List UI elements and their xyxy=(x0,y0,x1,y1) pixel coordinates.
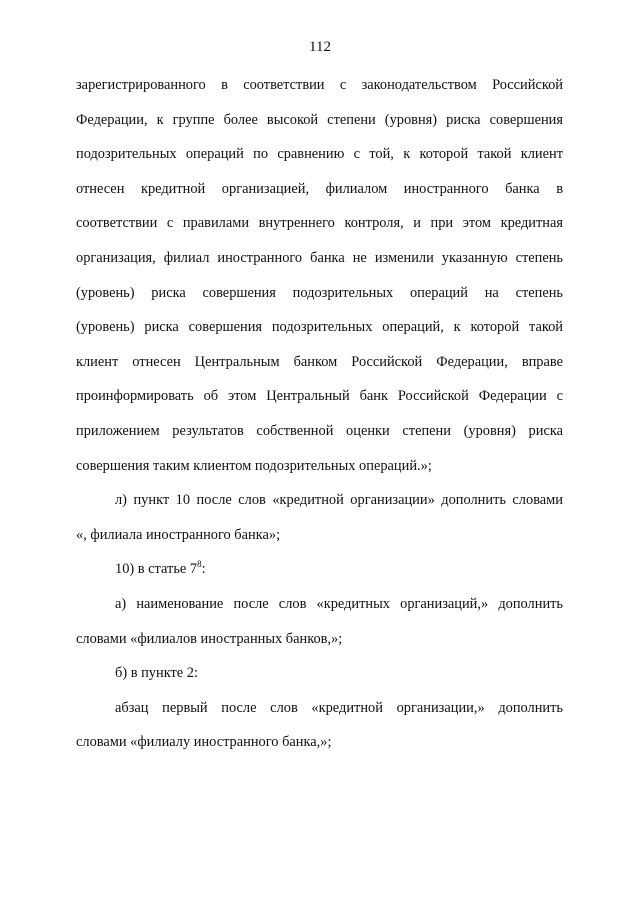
text-line: отнесен кредитной организацией, филиалом иностранного банка в xyxy=(76,180,563,197)
text-line: (уровень) риска совершения подозрительных операций на степень xyxy=(76,284,563,301)
text-line: словами «филиалов иностранных банков,»; xyxy=(76,630,343,647)
text-line: проинформировать об этом Центральный банк Российской Федерации с xyxy=(76,388,563,405)
paragraph-continuation xyxy=(76,68,563,483)
text-line: подозрительных операций по сравнению с той, к которой такой клиент xyxy=(76,146,563,163)
text-line xyxy=(76,552,563,587)
document-body xyxy=(76,68,563,760)
text-line: (уровень) риска совершения подозрительных операций, к которой такой xyxy=(76,319,563,336)
paragraph-item-l xyxy=(76,483,563,552)
text-line: Федерации, к группе более высокой степени (уровня) риска совершения xyxy=(76,111,563,128)
page-number: 112 xyxy=(309,39,331,55)
text-line: словами «филиалу иностранного банка,»; xyxy=(76,734,332,751)
text-line: совершения таким клиентом подозрительных операций.»; xyxy=(76,457,432,474)
paragraph-item-10 xyxy=(76,552,563,587)
text-line: организация, филиал иностранного банка не изменили указанную степень xyxy=(76,249,563,266)
text-line: клиент отнесен Центральным банком Российской Федерации, вправе xyxy=(76,353,563,370)
paragraph-abzac xyxy=(76,691,563,760)
text-line: зарегистрированного в соответствии с законодательством Российской xyxy=(76,77,563,93)
text-line: абзац первый после слов «кредитной организации,» дополнить xyxy=(115,699,563,716)
text-line: а) наименование после слов «кредитных организаций,» дополнить xyxy=(115,595,563,612)
text-line: «, филиала иностранного банка»; xyxy=(76,526,281,543)
text-line: приложением результатов собственной оценки степени (уровня) риска xyxy=(76,422,563,439)
item-10-suffix: : xyxy=(201,561,206,578)
article-superscript: 8 xyxy=(197,558,202,569)
text-line: соответствии с правилами внутреннего контроля, и при этом кредитная xyxy=(76,215,563,232)
text-line: б) в пункте 2: xyxy=(115,665,198,682)
item-10-text: 10) в статье 7 xyxy=(115,561,198,578)
paragraph-item-a xyxy=(76,587,563,656)
text-line: л) пункт 10 после слов «кредитной организации» дополнить словами xyxy=(115,492,563,509)
paragraph-item-b xyxy=(76,656,563,691)
